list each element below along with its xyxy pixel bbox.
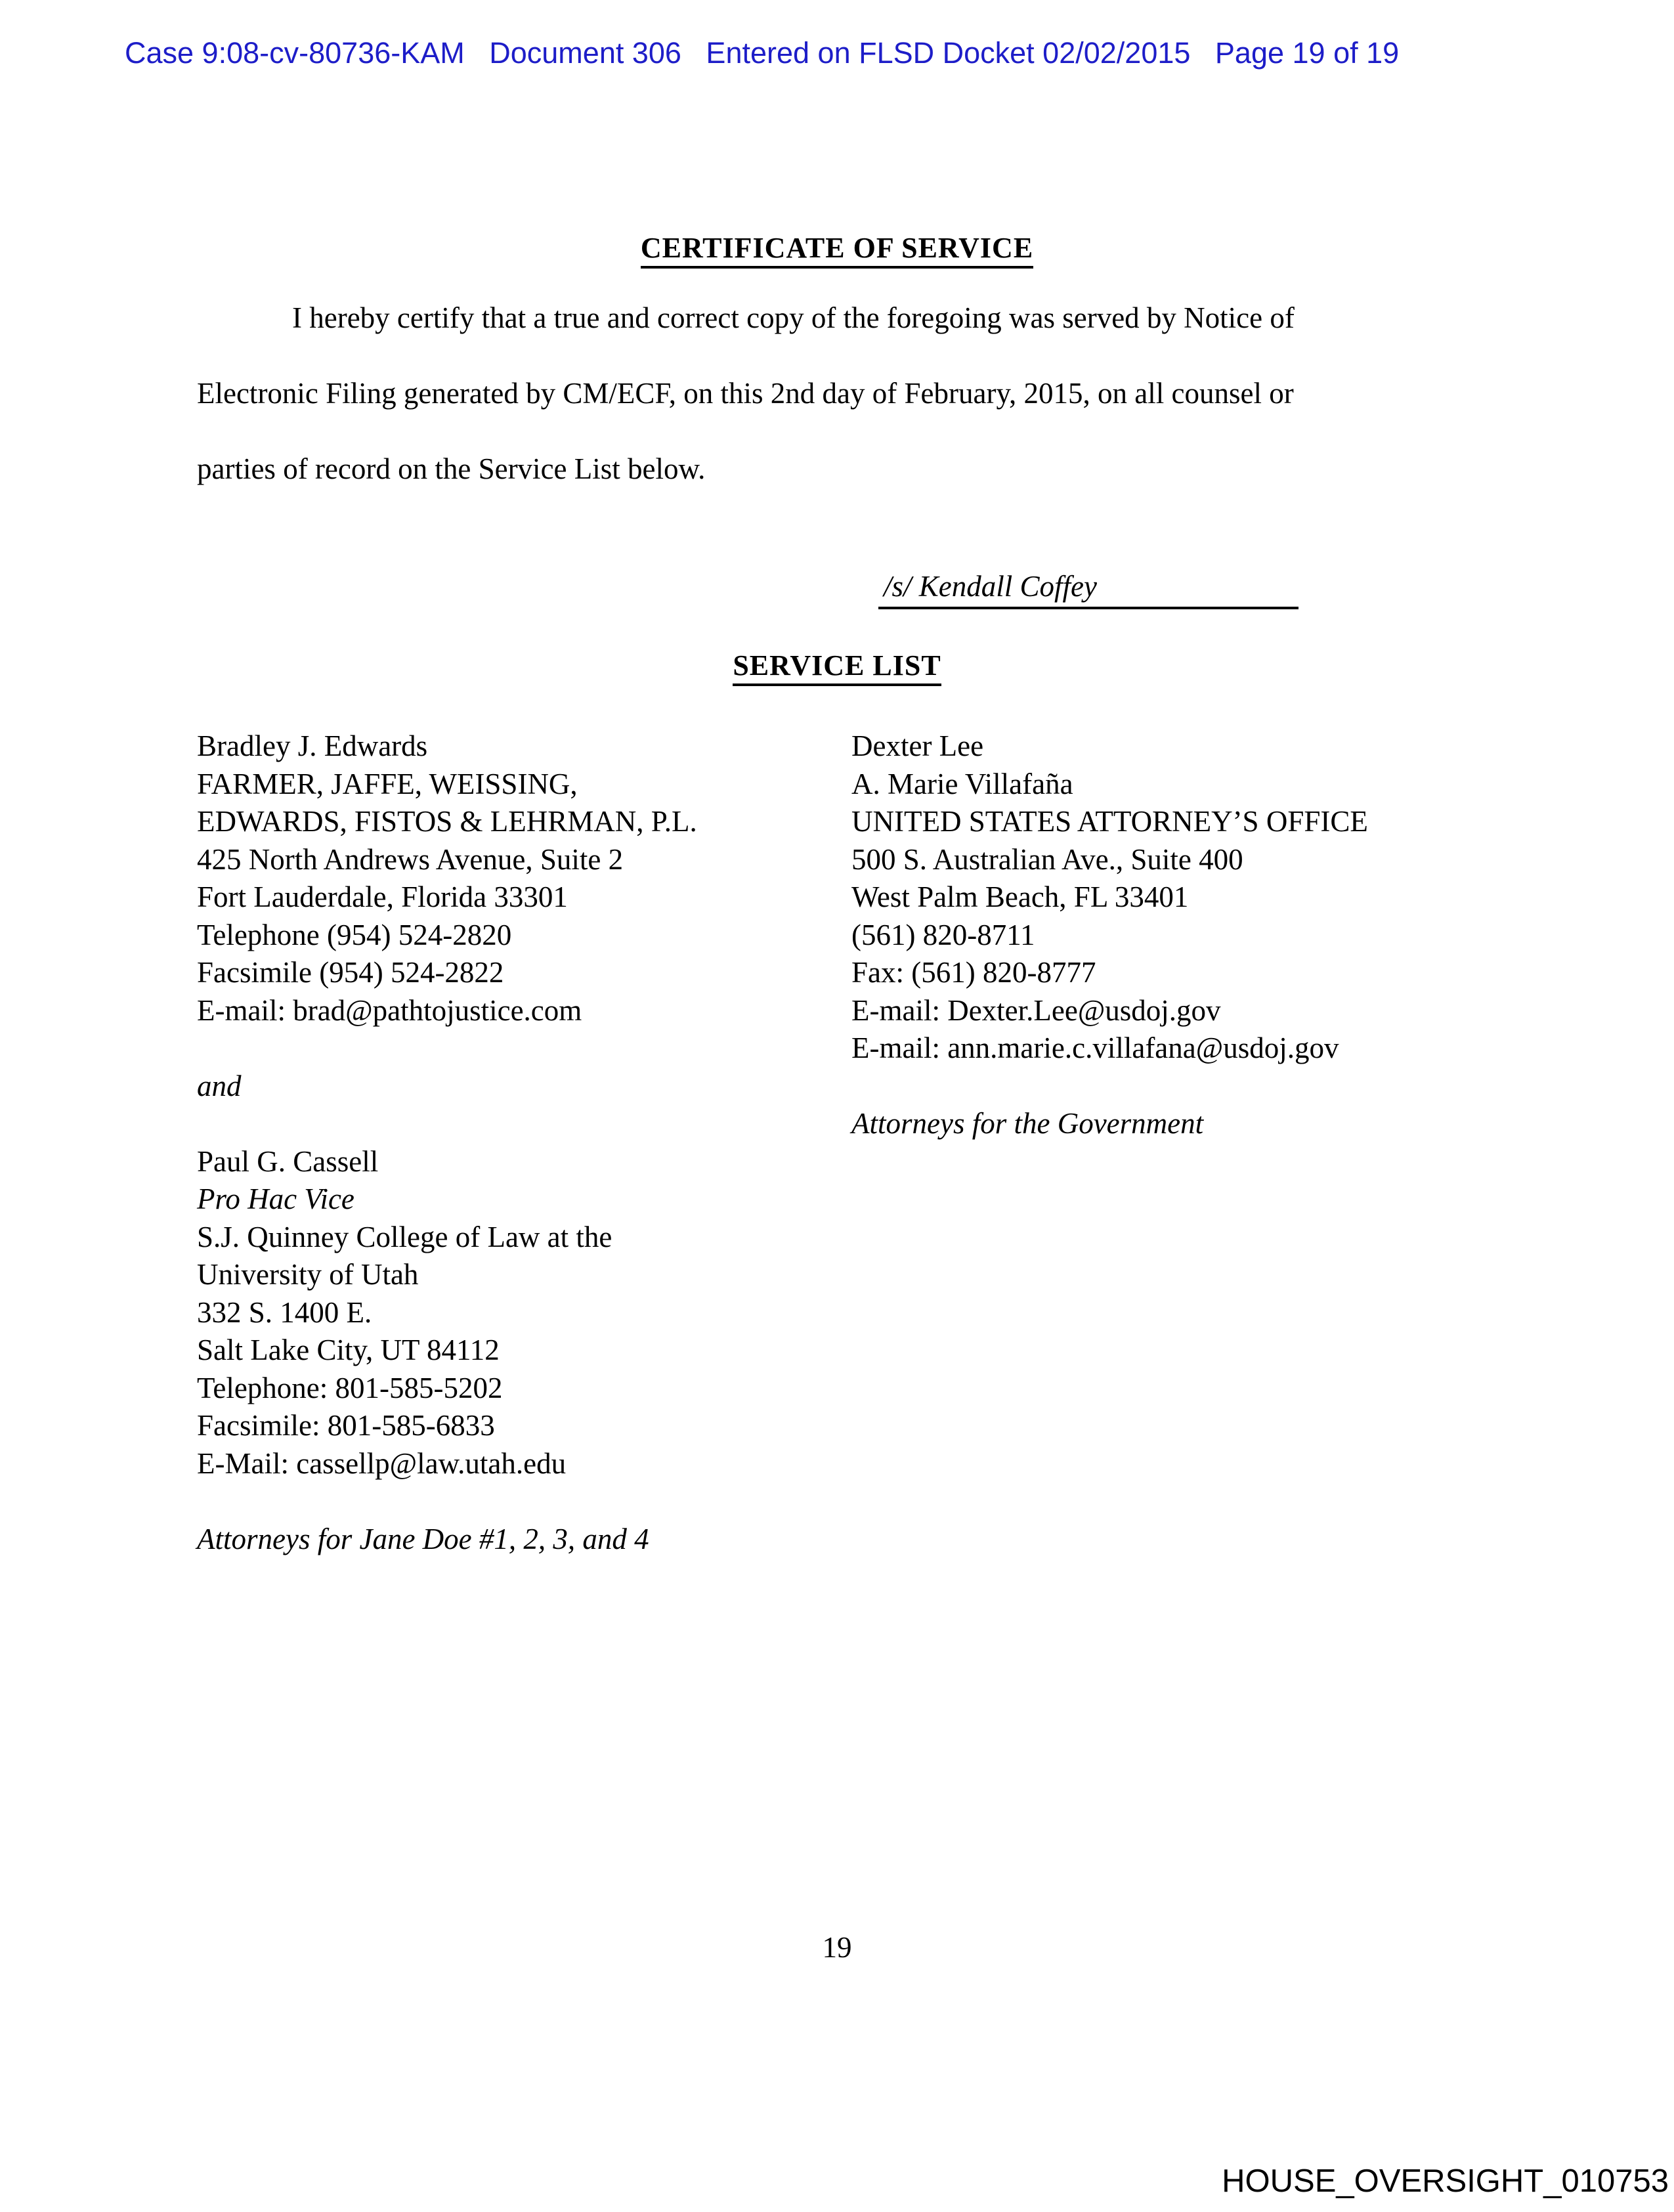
text-line: E-mail: Dexter.Lee@usdoj.gov	[851, 993, 1221, 1027]
text-line: Telephone (954) 524-2820	[197, 918, 512, 951]
text-line: Fax: (561) 820-8777	[851, 956, 1096, 989]
text-line: Bradley J. Edwards	[197, 729, 428, 762]
text-line: University of Utah	[197, 1258, 419, 1291]
blank-line	[851, 1068, 1514, 1106]
text-line: parties of record on the Service List below.	[197, 452, 706, 485]
service-list-heading-text: SERVICE LIST	[733, 649, 941, 686]
blank-line	[197, 1030, 847, 1068]
text-line: E-mail: brad@pathtojustice.com	[197, 993, 582, 1027]
text-line: Telephone: 801-585-5202	[197, 1371, 503, 1404]
text-line: FARMER, JAFFE, WEISSING,	[197, 767, 578, 800]
service-list-left-column	[197, 727, 847, 1558]
text-line: E-Mail: cassellp@law.utah.edu	[197, 1446, 567, 1480]
blank-line	[197, 1105, 847, 1143]
text-line: UNITED STATES ATTORNEY’S OFFICE	[851, 805, 1368, 838]
text-line: Pro Hac Vice	[197, 1182, 354, 1215]
page-number: 19	[822, 1931, 852, 1964]
blank-line	[197, 1483, 847, 1521]
service-list-right-column	[851, 727, 1514, 1143]
text-line: E-mail: ann.marie.c.villafana@usdoj.gov	[851, 1031, 1339, 1064]
text-line: Attorneys for Jane Doe #1, 2, 3, and 4	[197, 1522, 649, 1555]
text-line: Dexter Lee	[851, 729, 984, 762]
text-line: Facsimile (954) 524-2822	[197, 956, 504, 989]
text-line: West Palm Beach, FL 33401	[851, 880, 1189, 913]
text-line: Paul G. Cassell	[197, 1144, 379, 1178]
text-line: (561) 820-8711	[851, 918, 1035, 951]
bates-stamp: HOUSE_OVERSIGHT_010753	[1222, 2163, 1669, 2199]
text-line: Salt Lake City, UT 84112	[197, 1334, 500, 1366]
certificate-of-service-heading	[0, 231, 1674, 265]
text-line: 425 North Andrews Avenue, Suite 2	[197, 842, 624, 876]
text-line: Attorneys for the Government	[851, 1107, 1204, 1140]
text-line: EDWARDS, FISTOS & LEHRMAN, P.L.	[197, 805, 697, 838]
text-line: Electronic Filing generated by CM/ECF, on this 2nd day of February, 2015, on all counsel or	[197, 377, 1294, 410]
case-caption-header: Case 9:08-cv-80736-KAM Document 306 Entered on FLSD Docket 02/02/2015 Page 19 of 19	[125, 36, 1400, 70]
service-list-heading	[0, 649, 1674, 682]
electronic-signature-line: /s/ Kendall Coffey	[878, 570, 1298, 609]
text-line: and	[197, 1069, 242, 1102]
text-line: 332 S. 1400 E.	[197, 1295, 372, 1329]
certificate-of-service-heading-text: CERTIFICATE OF SERVICE	[641, 232, 1033, 269]
text-line: Fort Lauderdale, Florida 33301	[197, 880, 568, 913]
text-line: A. Marie Villafaña	[851, 767, 1073, 800]
certification-paragraph	[197, 280, 1484, 507]
text-line: S.J. Quinney College of Law at the	[197, 1220, 612, 1253]
text-line: I hereby certify that a true and correct copy of the foregoing was served by Notice of	[292, 301, 1295, 334]
text-line: 500 S. Australian Ave., Suite 400	[851, 842, 1243, 876]
text-line: Facsimile: 801-585-6833	[197, 1409, 495, 1442]
